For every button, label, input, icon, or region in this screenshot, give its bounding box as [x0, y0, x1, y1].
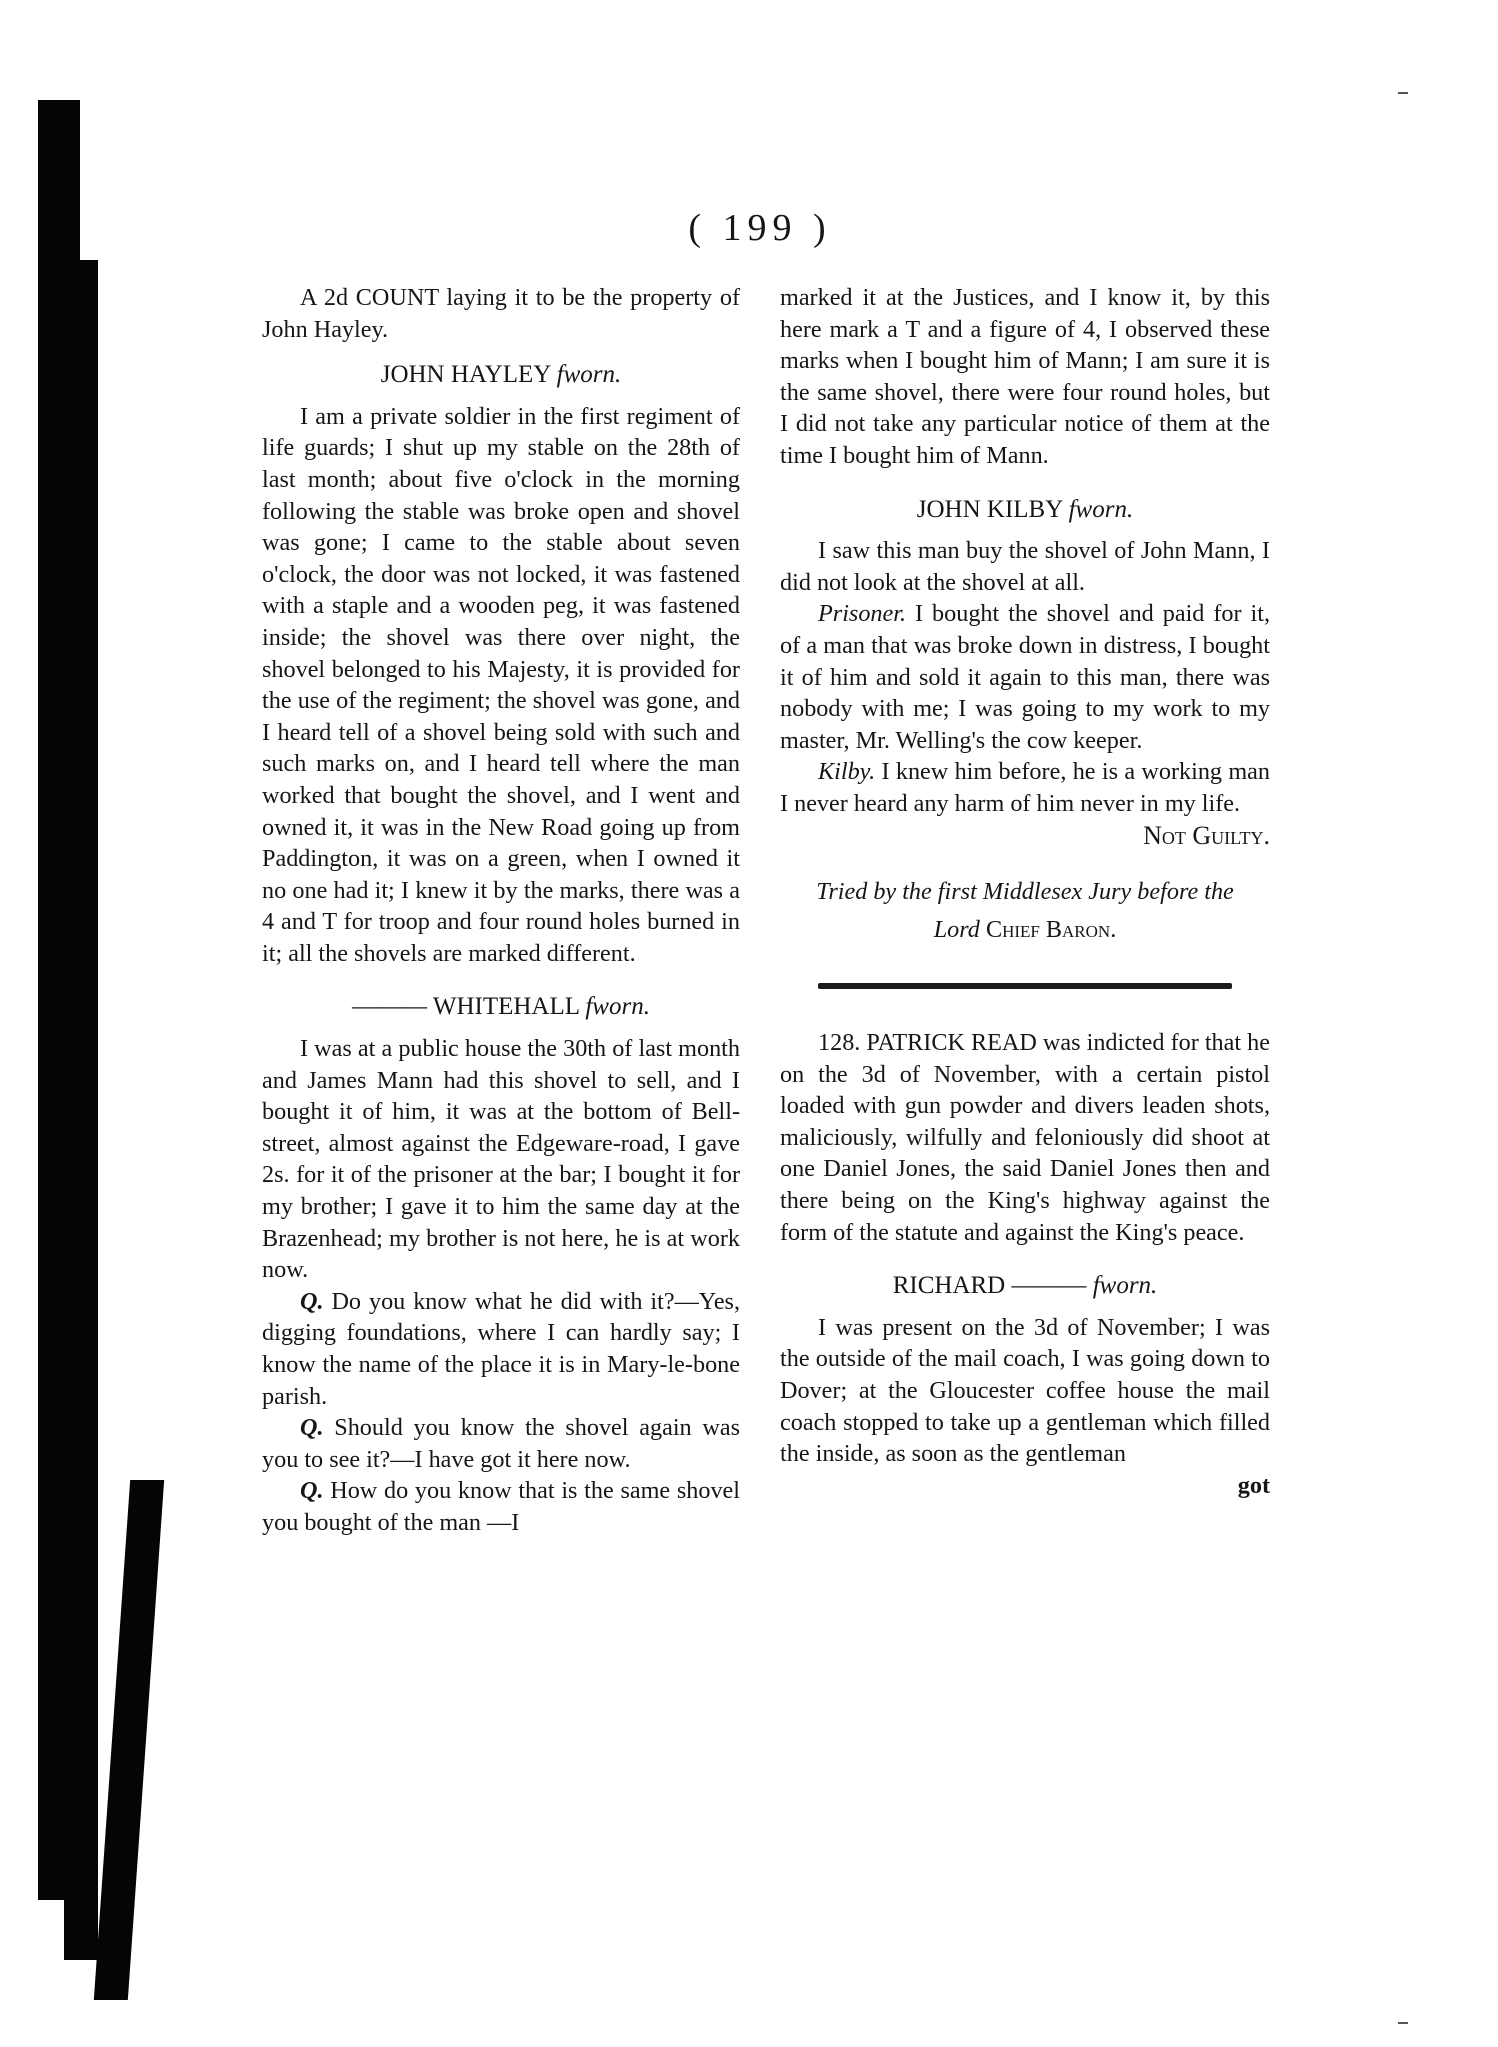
- witness-heading-whitehall: [262, 991, 740, 1023]
- statement-text: I bought the shovel and paid for it, of a man that was broke down in distress, I bought it of him and sold it again to this man, there was nobody with me; I was going to my work to my master, Mr. Welling's the cow keeper.: [780, 600, 1271, 754]
- sworn-label: fworn.: [556, 361, 622, 389]
- richard-testimony: I was present on the 3d of November; I was the outside of the mail coach, I was going down to Dover; at the Gloucester coffee house the mail coach stopped to take up a gentleman which filled the inside, as soon as the gentleman: [780, 1313, 1270, 1468]
- question-mark: Q.: [300, 1287, 324, 1315]
- question-paragraph: [262, 1412, 740, 1475]
- witness-heading-kilby: [780, 494, 1270, 526]
- whitehall-testimony: I was at a public house the 30th of last month and James Mann had this shovel to sell, and I bought it of him, it was at the bottom of Bell-street, almost against the Edgeware-road, I gave 2s. for it of the prisoner at the bar; I bought it for my brother; I gave it to him the same day at the Brazenhead; my brother is not here, he is at work now.: [262, 1035, 740, 1284]
- hayley-testimony: I am a private soldier in the first regiment of life guards; I shut up my stable on the 28th of last month; about five o'clock in the morning following the stable was broke open and shovel was gone; I came to the stable about seven o'clock, the door was not locked, it was fastened with a staple and a wooden peg, it was fastened inside; the shovel was there over night, the shovel belonged to his Majesty, it is provided for the use of the regiment; the shovel was gone, and I heard tell of a shovel being sold with such and such marks on, and I heard tell where the man worked that bought the shovel, and I went and owned it, it was in the New Road going up from Paddington, it was on a green, when I owned it no one had it; I knew it by the marks, there was a 4 and T for troop and four round holes burned in it; all the shovels are marked different.: [262, 402, 740, 967]
- witness-name: JOHN HAYLEY: [380, 361, 551, 389]
- speaker-label: Prisoner.: [818, 600, 907, 628]
- question-paragraph: [262, 1475, 740, 1538]
- kilby-testimony: I saw this man buy the shovel of John Mann, I did not look at the shovel at all.: [780, 537, 1270, 596]
- tried-line-1: Tried by the first Middlesex Jury before the: [816, 878, 1234, 906]
- section-divider: [818, 983, 1232, 989]
- question-text: Should you know the shovel again was you to see it?—I have got it here now.: [262, 1414, 740, 1473]
- catchword: got: [1237, 1471, 1270, 1499]
- sworn-label: fworn.: [1092, 1272, 1158, 1300]
- count-paragraph: A 2d COUNT laying it to be the property of John Hayley.: [262, 284, 740, 343]
- question-text: How do you know that is the same shovel you bought of the man —I: [262, 1477, 741, 1536]
- question-mark: Q.: [300, 1477, 324, 1505]
- kilby-statement: [780, 756, 1270, 819]
- tried-by-note: [780, 873, 1270, 949]
- tried-title: Chief Baron.: [985, 916, 1117, 944]
- tried-line-2: [780, 911, 1270, 949]
- witness-name: ——— WHITEHALL: [352, 993, 580, 1021]
- indictment-paragraph: 128. PATRICK READ was indicted for that he on the 3d of November, with a certain pistol loaded with gun powder and divers leaden shots, maliciously, wilfully and feloniously did shoot at one Daniel Jones, the said Daniel Jones then and there being on the King's highway against the form of the statute and against the King's peace.: [780, 1029, 1270, 1246]
- sworn-label: fworn.: [1068, 495, 1134, 523]
- speaker-label: Kilby.: [818, 758, 876, 786]
- edge-mark-bottom: [1398, 2022, 1408, 2024]
- question-paragraph: [262, 1286, 740, 1412]
- tried-prefix: Lord: [933, 916, 980, 944]
- right-column: [780, 282, 1270, 1501]
- page-number: ( 199 ): [688, 207, 832, 249]
- statement-text: I knew him before, he is a working man I never heard any harm of him never in my life.: [780, 758, 1270, 817]
- question-text: Do you know what he did with it?—Yes, digging foundations, where I can hardly say; I know the name of the place it is in Mary-le-bone parish.: [262, 1287, 741, 1410]
- question-mark: Q.: [300, 1414, 324, 1442]
- prisoner-statement: [780, 598, 1270, 756]
- sworn-label: fworn.: [585, 993, 650, 1021]
- left-column: [262, 282, 740, 1539]
- witness-name: RICHARD ———: [892, 1272, 1087, 1300]
- edge-mark-top: [1398, 92, 1408, 94]
- witness-heading-richard: [780, 1270, 1270, 1302]
- witness-name: JOHN KILBY: [916, 495, 1063, 523]
- witness-heading-hayley: [262, 359, 740, 391]
- binding-shadow-lower: [94, 1480, 164, 2000]
- verdict: Not Guilty.: [1143, 820, 1270, 850]
- binding-shadow-mid: [64, 260, 98, 1960]
- continued-testimony: marked it at the Justices, and I know it, by this here mark a T and a figure of 4, I observed these marks when I bought him of Mann; I am sure it is the same shovel, there were four round holes, but I did not take any particular notice of them at the time I bought him of Mann.: [780, 284, 1270, 469]
